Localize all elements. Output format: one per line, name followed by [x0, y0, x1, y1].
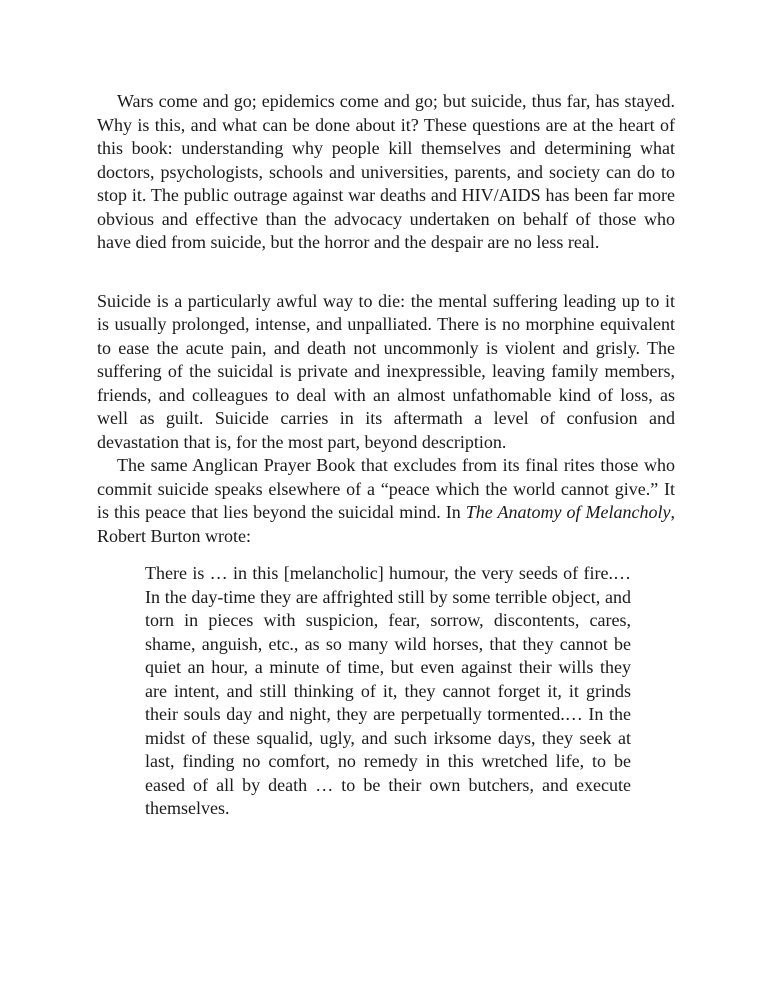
document-page — [97, 90, 675, 821]
section-gap — [97, 255, 675, 290]
burton-text: , Robert Burton wrote: — [97, 502, 676, 546]
block-quote-burton: There is … in this [melancholic] humour, the very seeds of fire.… In the day-time they are affrighted still by some terrible object, and torn in pieces with suspicion, fear, sorrow, discontents, cares, shame, anguish, etc., as so many wild horses, that they cannot be quiet an hour, a minute of time, but even against their wills they are intent, and still thinking of it, they cannot forget it, it grinds their souls day and night, they are perpetually tormented.… In the midst of these squalid, ugly, and such irksome days, they seek at last, finding no comfort, no remedy in this wretched life, to be eased of all by death … to be their own butchers, and execute themselves. — [145, 563, 631, 818]
paragraph-suicide-awful: Suicide is a particularly awful way to die: the mental suffering leading up to it is usually prolonged, intense, and unpalliated. There is no morphine equivalent to ease the acute pain, and death not uncommonly is violent and grisly. The suffering of the suicidal is private and inexpressible, leaving family members, friends, and colleagues to deal with an almost unfathomable kind of loss, as well as guilt. Suicide carries in its aftermath a level of confusion and devastation that is, for the most part, beyond description. — [97, 290, 675, 452]
paragraph-wars: Wars come and go; epidemics come and go; but suicide, thus far, has stayed. Why is this, and what can be done about it? These questions are at the heart of this book: understanding why people kill themselves and determining what doctors, psychologists, schools and universities, parents, and society can do to stop it. The public outrage against war deaths and HIV/AIDS has been far more obvious and effective than the advocacy undertaken on behalf of those who have died from suicide, but the horror and the despair are no less real. — [97, 91, 675, 252]
paragraph-prayer-book — [97, 454, 675, 548]
book-title: The Anatomy of Melancholy — [465, 502, 671, 522]
prayer-book-text: The same Anglican Prayer Book that excludes from its final rites those who commit suicide speaks elsewhere of a “peace which the world cannot give.” It is this peace that lies beyond the suicidal mind. In — [97, 455, 675, 522]
